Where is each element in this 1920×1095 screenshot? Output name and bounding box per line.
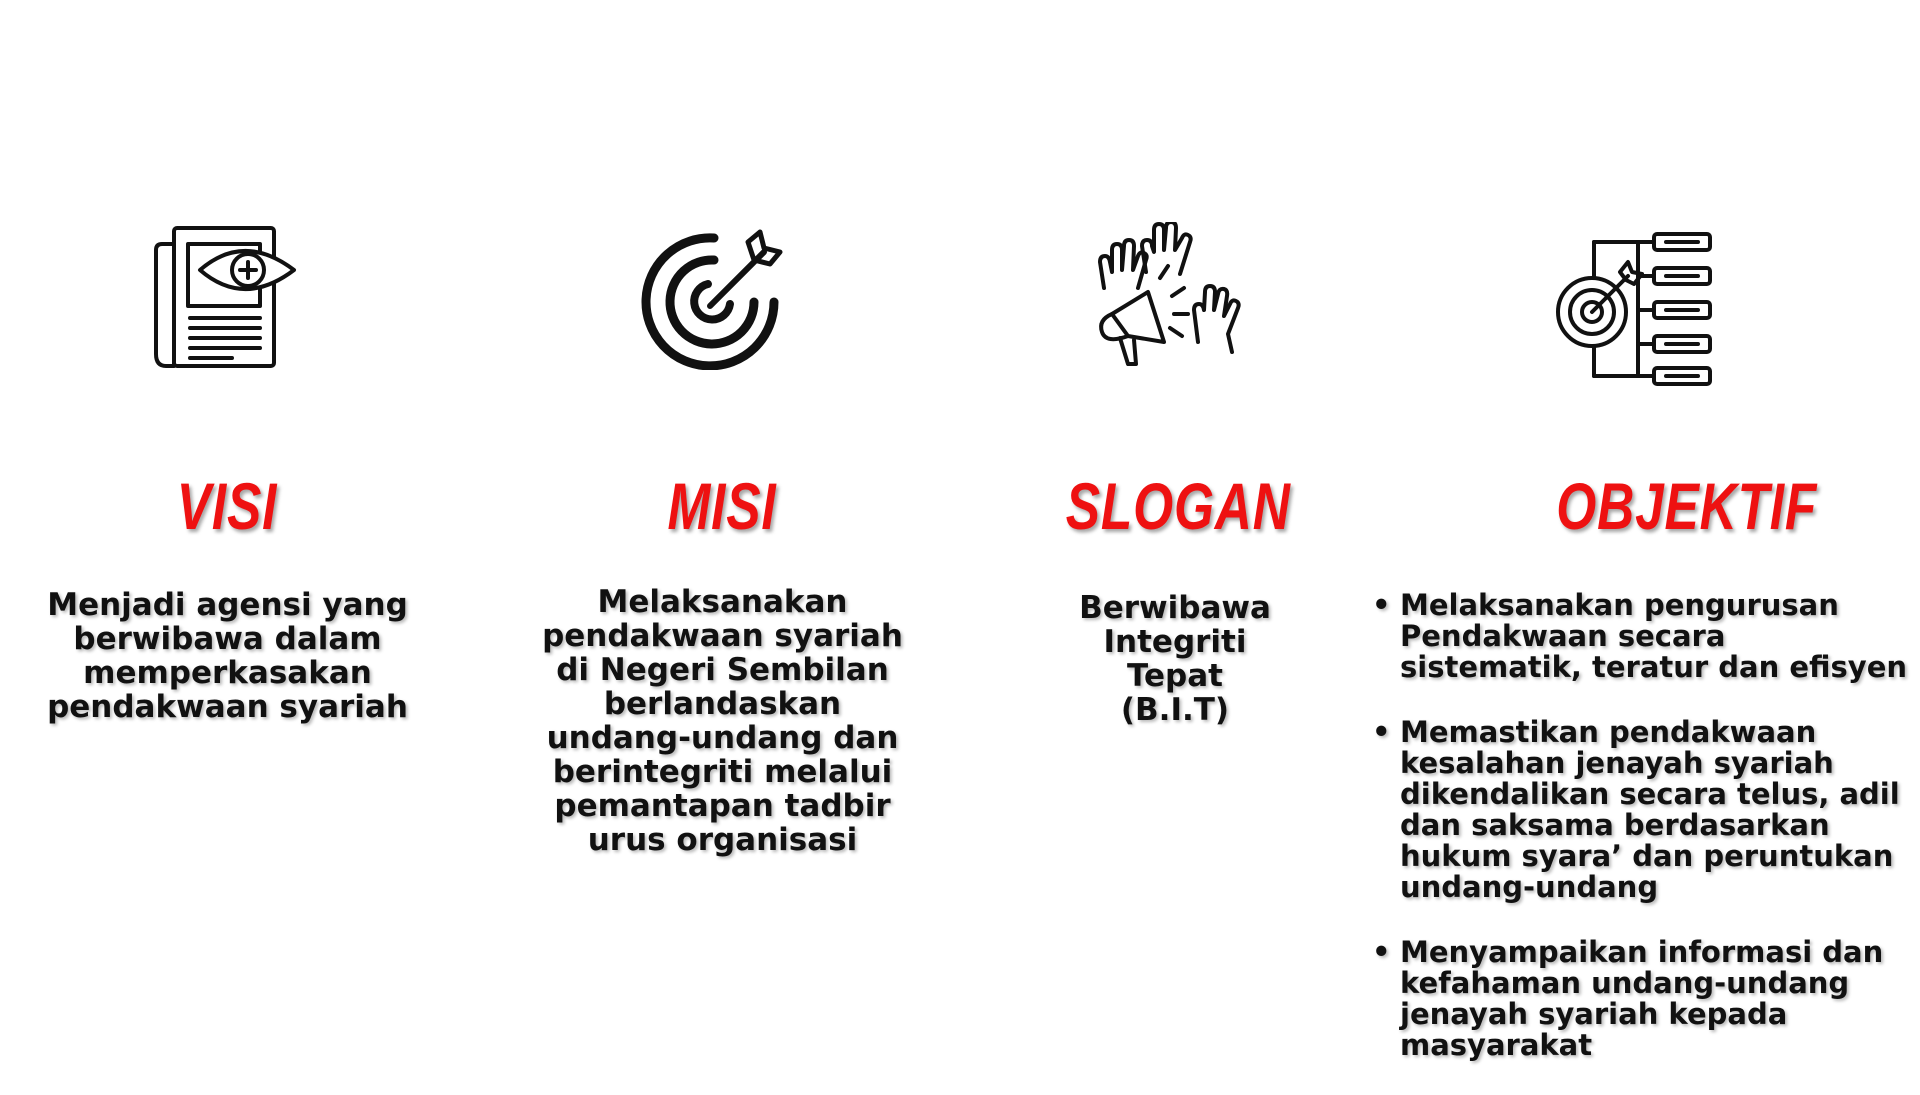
bullet-icon: • — [1372, 588, 1391, 622]
objektif-list — [1372, 590, 1912, 1095]
target-arrow-icon — [636, 228, 784, 370]
vision-document-eye-icon — [152, 222, 302, 370]
megaphone-hands-icon — [1090, 222, 1242, 372]
objektif-item-text: Melaksanakan pengurusan Pendakwaan secara sistematik, teratur dan efisyen — [1400, 588, 1908, 684]
bullet-icon: • — [1372, 715, 1391, 749]
bullet-icon: • — [1372, 935, 1391, 969]
misi-heading: MISI — [667, 469, 777, 543]
slogan-line-tepat: Tepat — [1127, 658, 1223, 694]
misi-text: Melaksanakan pendakwaan syariah di Negeri Sembilan berlandaskan undang-undang dan berintegriti melalui pemantapan tadbir urus organisasi — [542, 584, 903, 858]
slogan-line-berwibawa: Berwibawa — [1079, 590, 1271, 626]
visi-text: Menjadi agensi yang berwibawa dalam memperkasakan pendakwaan syariah — [47, 587, 408, 725]
slogan-heading: SLOGAN — [1065, 469, 1291, 543]
slogan-line-integriti: Integriti — [1103, 624, 1247, 660]
objektif-item — [1372, 937, 1912, 1061]
slogan-line-acronym: (B.I.T) — [1120, 692, 1230, 728]
slogan-text — [1040, 591, 1310, 727]
objektif-item-text: Memastikan pendakwaan kesalahan jenayah syariah dikendalikan secara telus, adil dan saksama berdasarkan hukum syara’ dan peruntukan undang-undang — [1400, 715, 1900, 904]
objektif-item — [1372, 590, 1912, 683]
objektif-heading: OBJEKTIF — [1556, 469, 1818, 543]
objektif-item — [1372, 717, 1912, 903]
target-flowchart-icon — [1554, 228, 1720, 390]
visi-heading: VISI — [176, 469, 278, 543]
objektif-item-text: Menyampaikan informasi dan kefahaman undang-undang jenayah syariah kepada masyarakat — [1400, 935, 1884, 1062]
